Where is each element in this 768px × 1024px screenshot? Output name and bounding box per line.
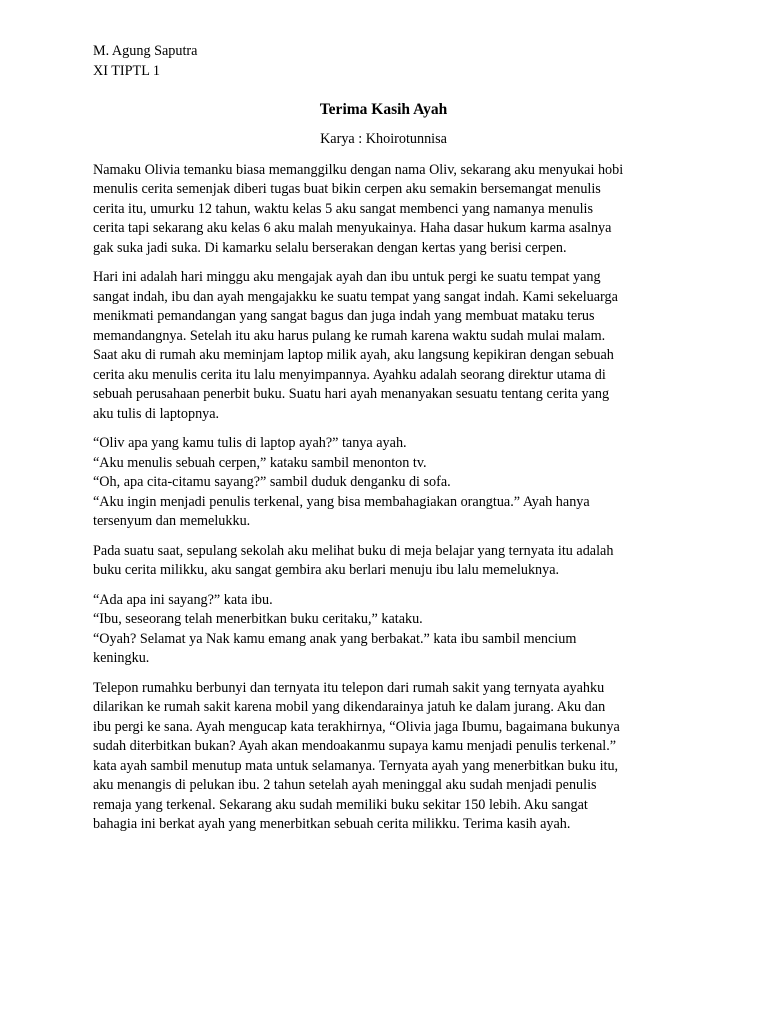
text-line: menikmati pemandangan yang sangat bagus dan juga indah yang membuat mataku terus <box>93 308 595 324</box>
paragraph <box>93 434 674 532</box>
text-line: tersenyum dan memelukku. <box>93 513 251 529</box>
text-line: aku tulis di laptopnya. <box>93 405 220 422</box>
paragraph <box>93 679 674 835</box>
text-line: “Ibu, seseorang telah menerbitkan buku ceritaku,” kataku. <box>93 611 423 627</box>
story-title: Terima Kasih Ayah <box>319 101 448 118</box>
text-line: ibu pergi ke sana. Ayah mengucap kata terakhirnya, “Olivia jaga Ibumu, bagaimana bukunya <box>93 718 620 735</box>
text-line: Telepon rumahku berbunyi dan ternyata itu telepon dari rumah sakit yang ternyata ayahku <box>93 679 605 696</box>
text-line: Hari ini adalah hari minggu aku mengajak ayah dan ibu untuk pergi ke suatu tempat yang <box>93 269 601 285</box>
text-line: keningku. <box>93 650 150 666</box>
text-line: “Oyah? Selamat ya Nak kamu emang anak yang berbakat.” kata ibu sambil mencium <box>93 630 577 647</box>
text-line: “Aku ingin menjadi penulis terkenal, yang bisa membahagiakan orangtua.” Ayah hanya <box>93 493 590 510</box>
story-byline: Karya : Khoirotunnisa <box>320 131 447 147</box>
paragraph <box>93 161 674 259</box>
text-line: bahagia ini berkat ayah yang menerbitkan sebuah cerita milikku. Terima kasih ayah. <box>93 816 571 832</box>
text-line: “Oliv apa yang kamu tulis di laptop ayah?” tanya ayah. <box>93 435 407 451</box>
text-line: “Ada apa ini sayang?” kata ibu. <box>93 591 273 608</box>
text-line: aku menangis di pelukan ibu. 2 tahun setelah ayah meninggal aku sudah menjadi penulis <box>93 777 597 793</box>
text-line: cerita itu, umurku 12 tahun, waktu kelas 5 aku sangat membenci yang namanya menulis <box>93 200 593 217</box>
text-line: Pada suatu saat, sepulang sekolah aku melihat buku di meja belajar yang ternyata itu adalah <box>93 542 614 559</box>
text-line: dilarikan ke rumah sakit karena mobil yang dikendarainya jatuh ke dalam jurang. Aku dan <box>93 699 606 715</box>
text-line: memandangnya. Setelah itu aku harus pulang ke rumah karena waktu sudah mulai malam. <box>93 327 606 344</box>
text-line: sudah diterbitkan bukan? Ayah akan mendoakanmu supaya kamu menjadi penulis terkenal.” <box>93 738 617 754</box>
text-line: cerita tapi sekarang aku kelas 6 aku malah menyukainya. Haha dasar hukum karma asalnya <box>93 220 612 236</box>
author-name: M. Agung Saputra <box>93 43 198 59</box>
text-line: remaja yang terkenal. Sekarang aku sudah memiliki buku sekitar 150 lebih. Aku sangat <box>93 796 588 813</box>
paragraph <box>93 268 674 424</box>
paragraph <box>93 591 674 669</box>
text-line: “Aku menulis sebuah cerpen,” kataku sambil menonton tv. <box>93 454 427 471</box>
text-line: cerita aku menulis cerita itu lalu menyimpannya. Ayahku adalah seorang direktur utama di <box>93 366 606 383</box>
author-class: XI TIPTL 1 <box>93 62 160 79</box>
text-line: “Oh, apa cita-citamu sayang?” sambil duduk denganku di sofa. <box>93 474 451 490</box>
text-line: sangat indah, ibu dan ayah mengajakku ke suatu tempat yang sangat indah. Kami sekeluarga <box>93 288 618 305</box>
text-line: buku cerita milikku, aku sangat gembira aku berlari menuju ibu lalu memeluknya. <box>93 562 560 578</box>
text-line: Saat aku di rumah aku meminjam laptop milik ayah, aku langsung kepikiran dengan sebuah <box>93 347 614 363</box>
text-line: sebuah perusahaan penerbit buku. Suatu hari ayah menanyakan sesuatu tentang cerita yang <box>93 386 610 402</box>
text-line: menulis cerita semenjak diberi tugas buat bikin cerpen aku semakin bersemangat menulis <box>93 181 601 197</box>
text-line: kata ayah sambil menutup mata untuk selamanya. Ternyata ayah yang menerbitkan buku itu, <box>93 757 619 774</box>
text-line: gak suka jadi suka. Di kamarku selalu berserakan dengan kertas yang berisi cerpen. <box>93 239 567 256</box>
story-body <box>93 161 674 835</box>
paragraph <box>93 542 674 581</box>
text-line: Namaku Olivia temanku biasa memanggilku dengan nama Oliv, sekarang aku menyukai hobi <box>93 161 624 178</box>
